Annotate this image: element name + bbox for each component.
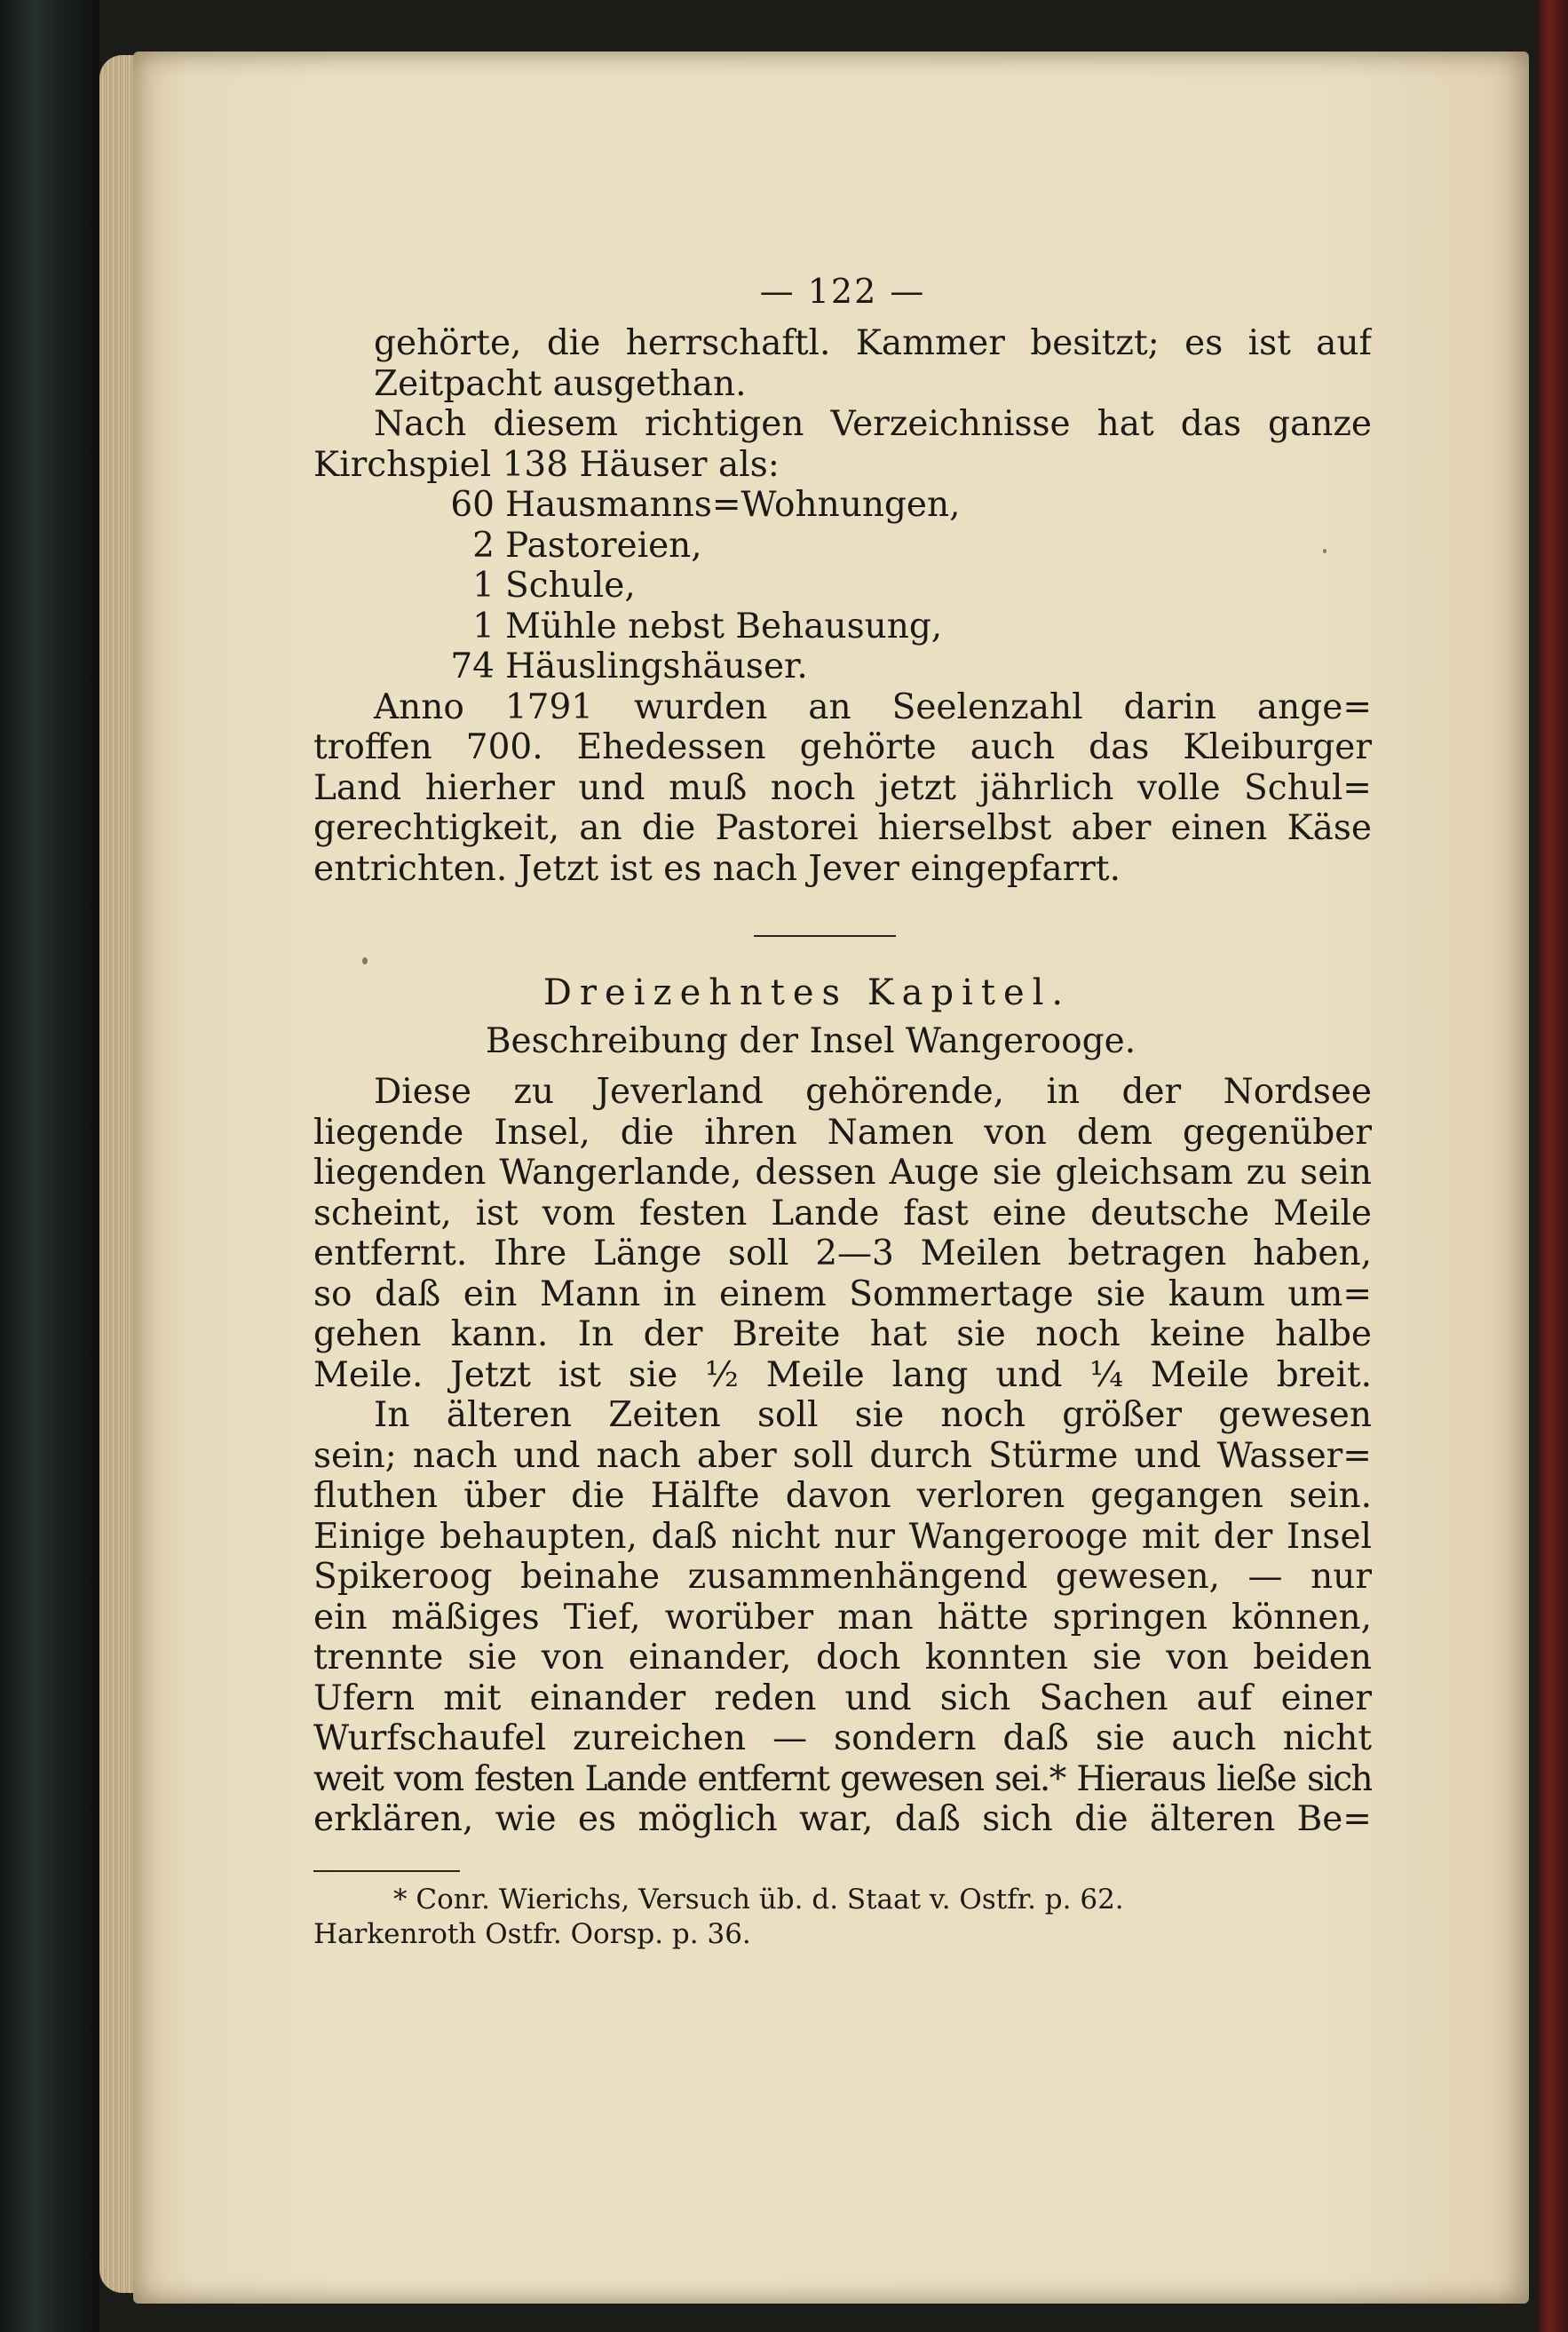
- text-line: Nach diesem richtigen Verzeichnisse hat das ganze: [374, 404, 1372, 444]
- text-line: gehörte, die herrschaftl. Kammer besitzt; es ist auf: [374, 323, 1372, 363]
- list-number: 2: [472, 525, 495, 566]
- text-line: Land hierher und muß noch jetzt jährlich volle Schul=: [313, 767, 1372, 808]
- text-line: fluthen über die Hälfte davon verloren gegangen sein.: [313, 1476, 1372, 1516]
- text-line: sein; nach und nach aber soll durch Stürme und Wasser=: [313, 1435, 1372, 1476]
- list-item: [313, 646, 1372, 687]
- text-line: gehen kann. In der Breite hat sie noch keine halbe: [313, 1314, 1372, 1354]
- page-number: — 122 —: [759, 272, 926, 311]
- text-line: entrichten. Jetzt ist es nach Jever eingepfarrt.: [313, 848, 1121, 889]
- list-item: [313, 566, 1372, 607]
- text-line: Zeitpacht ausgethan.: [374, 363, 747, 404]
- list-number: 1: [472, 606, 495, 646]
- footnote: [313, 1883, 1372, 1952]
- list-item: [313, 485, 1372, 526]
- text-line: liegende Insel, die ihren Namen von dem gegenüber: [313, 1112, 1372, 1153]
- text-line: liegenden Wangerlande, dessen Auge sie gleichsam zu sein: [313, 1153, 1372, 1193]
- list-text: Pastoreien,: [505, 525, 702, 566]
- text-line: trennte sie von einander, doch konnten sie von beiden: [313, 1638, 1372, 1678]
- chapter-subtitle: Beschreibung der Insel Wangerooge.: [485, 1021, 1136, 1061]
- book-cover-right: [1536, 0, 1568, 2332]
- text-line: troffen 700. Ehedessen gehörte auch das Kleiburger: [313, 727, 1372, 767]
- section-divider: [754, 935, 896, 937]
- text-line: Diese zu Jeverland gehörende, in der Nordsee: [374, 1072, 1372, 1112]
- footnote-divider: [313, 1870, 460, 1872]
- text-line: Spikeroog beinahe zusammenhängend gewesen, — nur: [313, 1557, 1372, 1597]
- text-line: In älteren Zeiten soll sie noch größer gewesen: [374, 1395, 1372, 1435]
- text-line: Meile. Jetzt ist sie ½ Meile lang und ¼ Meile breit.: [313, 1354, 1372, 1395]
- list-number: 74: [450, 646, 495, 686]
- paragraph-5: [313, 1395, 1372, 1840]
- text-line: erklären, wie es möglich war, daß sich die älteren Be=: [313, 1799, 1372, 1839]
- text-line: Einige behaupten, daß nicht nur Wangerooge mit der Insel: [313, 1516, 1372, 1557]
- list-number: 60: [450, 485, 495, 525]
- list-number: 1: [472, 566, 495, 606]
- text-line: Ufern mit einander reden und sich Sachen auf einer: [313, 1678, 1372, 1718]
- text-line: so daß ein Mann in einem Sommertage sie kaum um=: [313, 1273, 1372, 1314]
- list-text: Hausmanns=Wohnungen,: [505, 485, 961, 525]
- text-line: Kirchspiel 138 Häuser als:: [313, 444, 780, 485]
- list-text: Mühle nebst Behausung,: [505, 606, 943, 646]
- text-line: ein mäßiges Tief, worüber man hätte springen können,: [313, 1597, 1372, 1638]
- text-line: scheint, ist vom festen Lande fast eine deutsche Meile: [313, 1193, 1372, 1233]
- paragraph-3: [313, 687, 1372, 890]
- text-line: Anno 1791 wurden an Seelenzahl darin ange=: [374, 686, 1372, 727]
- house-list: [313, 485, 1372, 687]
- text-line: Wurfschaufel zureichen — sondern daß sie auch nicht: [313, 1718, 1372, 1758]
- paragraph-1: [313, 323, 1372, 404]
- list-item: [313, 526, 1372, 567]
- list-item: [313, 607, 1372, 647]
- page-text: [313, 266, 1372, 1952]
- list-text: Häuslingshäuser.: [505, 646, 808, 686]
- list-text: Schule,: [505, 566, 636, 606]
- paragraph-2: [313, 404, 1372, 485]
- chapter-title: Dreizehntes Kapitel.: [542, 972, 1072, 1013]
- text-line: entfernt. Ihre Länge soll 2—3 Meilen betragen haben,: [313, 1233, 1372, 1273]
- text-line: weit vom festen Lande entfernt gewesen sei.* Hieraus ließe sich: [313, 1758, 1372, 1799]
- footnote-line: Harkenroth Ostfr. Oorsp. p. 36.: [313, 1917, 751, 1950]
- paragraph-4: [313, 1072, 1372, 1395]
- text-line: gerechtigkeit, an die Pastorei hierselbst aber einen Käse: [313, 808, 1372, 848]
- book-cover-left: [0, 0, 99, 2332]
- footnote-line: * Conr. Wierichs, Versuch üb. d. Staat v. Ostfr. p. 62.: [393, 1883, 1124, 1916]
